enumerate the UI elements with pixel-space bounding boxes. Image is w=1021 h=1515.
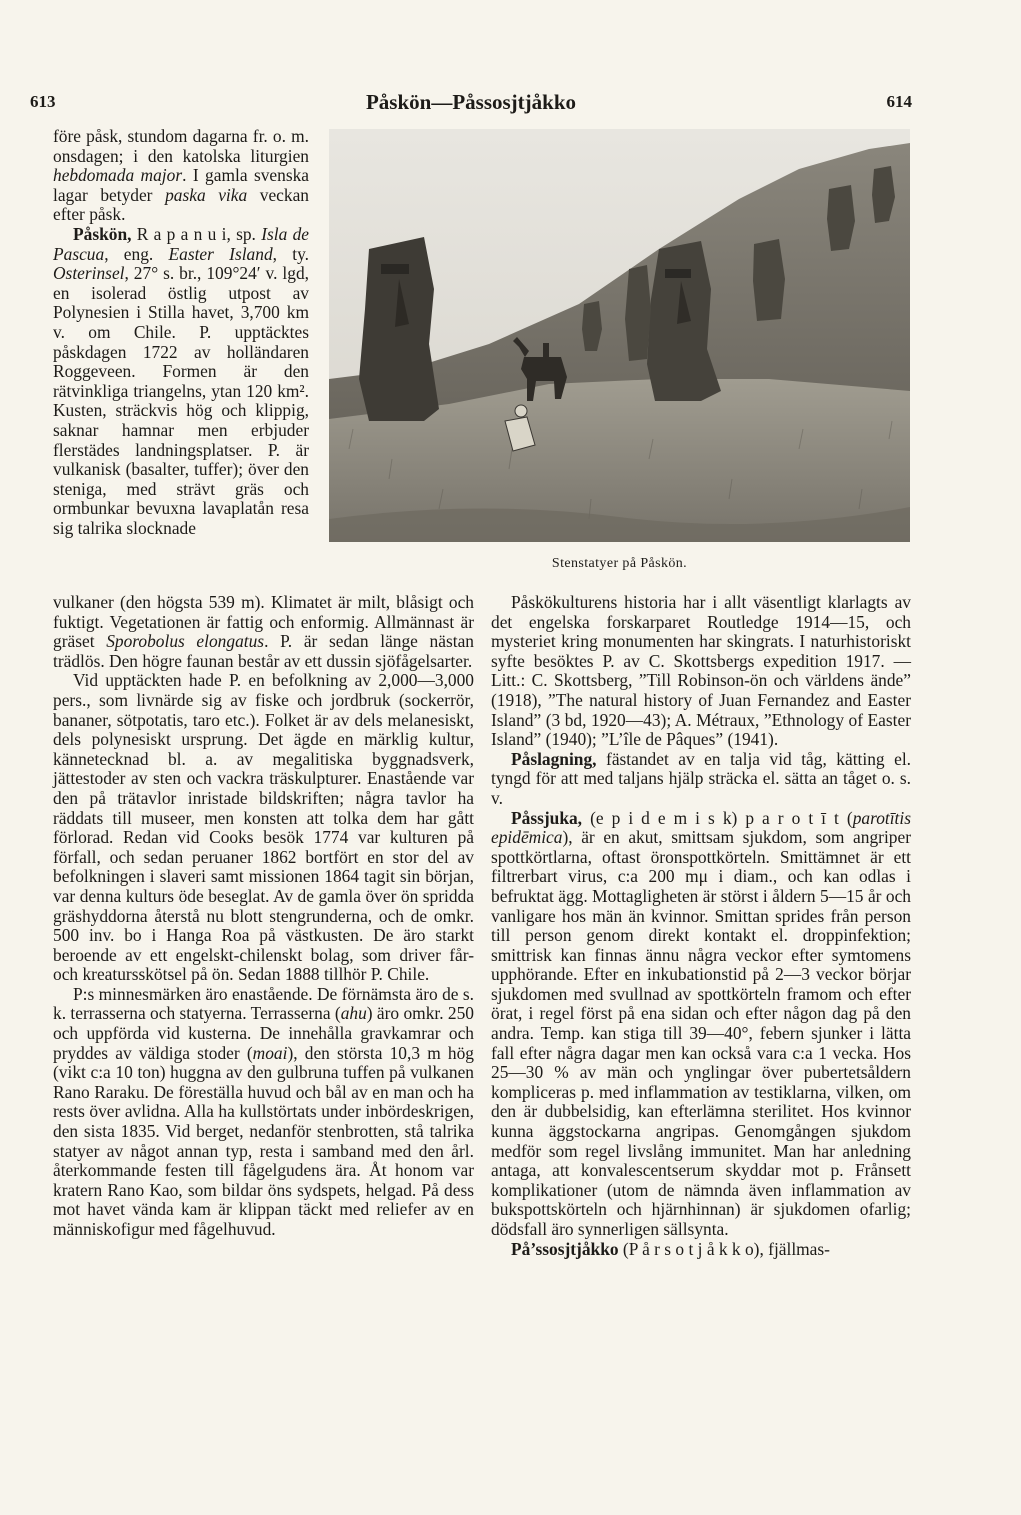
paragraph-population: Vid upptäckten hade P. en befolkning av 2,000—3,000 pers., som livnärde sig av fiske och jordbruk (sockerrör, bananer, sötpotatis, taro etc.). Folket är av dels melanesiskt, dels polynesiskt ursprung. Det ägde en märklig kultur, kännetecknad bl. a. av megalitiska byggnadsverk, jättestoder av sten och vackra träskulpturer. Enastående var den på trätavlor inristade bildskriften; några tavlor ha räddats till museer, men konsten att tolka dem har gått förlorad. Redan vid Cooks besök 1774 var kulturen på förfall, och sedan peruaner 1862 bortfört en stor del av befolkningen i slaveri samt missionen 1864 tagit sin början, var denna kulturs öde beseglat. Av de gamla över ön spridda gräshyddorna återstå nu blott stengrunderna, och de omkr. 500 inv. bo i Hanga Roa på västkusten. De äro starkt beroende av ett engelskt-chilenskt bolag, som driver får- och kreatursskötsel på ön. Sedan 1888 tillhör P. Chile. [53,670,474,985]
paragraph-climate: vulkaner (den högsta 539 m). Klimatet är milt, blåsigt och fuktigt. Vegetationen är fattig och enformig. Allmännast är gräset Sporobolus elongatus. P. är sedan länge nästan trädlös. Den högre faunan består av ett dussin sjöfågelsarter. [53,592,474,671]
paragraph-history: Påskökulturens historia har i allt väsentligt klarlagts av det engelska forskarparet Routledge 1914—15, och mysteriet kring monumenten har skingrats. I naturhistoriskt syfte besöktes P. av C. Skottsbergs expedition 1917. — Litt.: C. Skottsberg, ”Till Robinson-ön och världens ände” (1918), ”The natural history of Juan Fernandez and Easter Island” (3 bd, 1920—43); A. Métraux, ”Ethnology of Easter Island” (1940); ”L’île de Pâques” (1941). [491,592,911,750]
easter-island-statues-photo [329,129,910,542]
photo-caption: Stenstatyer på Påskön. [551,556,688,571]
entry-paslagning: Påslagning, fästandet av en talja vid tåg, kätting el. tyngd för att med taljans hjälp sträcka el. sätta an tåget o. s. v. [491,748,911,808]
entry-headword: På’ssosjtjåkko [511,1238,619,1259]
entry-headword: Påslagning, [511,748,597,769]
moai-statue-left [359,237,439,421]
page-header [30,92,912,118]
entry-passosjtjakko: På’ssosjtjåkko (P å r s o t j å k k o), fjällmas- [511,1238,830,1259]
paragraph-pask-continued: före påsk, stundom dagarna fr. o. m. onsdagen; i den katolska liturgien hebdomada major. I gamla svenska lagar betyder paska vika veckan efter påsk. [53,126,310,225]
entry-headword: Påssjuka, [511,807,583,828]
left-column-bottom [53,593,474,1240]
paragraph-monuments: P:s minnesmärken äro enastående. De förnämsta äro de s. k. terrasserna och statyerna. Terrasserna (ahu) äro omkr. 250 och uppförda vid kusterna. De innehålla gravkamrar och pryddes av väldiga stoder (moai), den största 10,3 m hög (vikt c:a 10 ton) huggna av den gulbruna tuffen på vulkanen Rano Raraku. De föreställa huvud och bål av en man och ha rests över avlidna. Alla ha kullstörtats under inbördeskrigen, den sista 1835. Vid berget, nedanför stenbrotten, stå talrika statyer av något annan typ, resta i samband med den årl. återkommande festen till fågelgudens ära. Åt honom var kratern Rano Kao, som bildar öns sydspets, helgad. På dess mot havet vända kam är klippan täckt med reliefer av en människofigur med fågelhuvud. [53,983,475,1239]
left-column-top [53,127,309,538]
entry-headword: Påskön, [73,223,132,244]
right-column [491,593,911,1259]
page-number-left: 613 [30,92,56,111]
entry-paskon: Påskön, R a p a n u i, sp. Isla de Pascua, eng. Easter Island, ty. Osterinsel, 27° s. br., 109°24′ v. lgd, en isolerad östlig utpost av Polynesien i Stilla havet, 3,700 km v. om Chile. P. upptäcktes påskdagen 1722 av holländaren Roggeveen. Formen är den rätvinkliga triangelns, ytan 120 km². Kusten, sträckvis hög och klippig, saknar hamnar men erbjuder flerstädes landningsplatser. P. är vulkanisk (basalter, tuffer); över den steniga, med strävt gräs och ormbunkar bevuxna lavaplatån resa sig talrika slocknade [53,223,309,538]
page-number-right: 614 [886,92,912,111]
entry-passjuka: Påssjuka, (e p i d e m i s k) p a r o t ī t (parotītis epidēmica), är en akut, smittsam sjukdom, som angriper spottkörtlarna, oftast öronspottkörteln. Smittämnet är ett filtrerbart virus, c:a 200 mμ i diam., och kan odlas i befruktat ägg. Mottagligheten är störst i åldern 5—15 år och vanligare hos män än kvinnor. Smittan sprides från person till person genom direkt kontakt el. droppinfektion; smittrisk kan finnas ännu några veckor efter symtomens upphörande. Efter en inkubationstid på 2—3 veckor börjar sjukdomen med svullnad av spottkörteln framom och efter örat, i regel först på ena sidan och efter någon dag på den andra. Temp. kan stiga till 39—40°, febern sjunker i lätta fall efter några dagar men kan också vara c:a 1 vecka. Hos 25—30 % av män och ynglingar över pubertetsåldern kompliceras p. med inflammation av testiklarna, vilken, om den är dubbelsidig, kan efterlämna sterilitet. Hos kvinnor kunna äggstockarna angripas. Genomgången sjukdom medför som regel livslång immunitet. Man har anledning antaga, att konvalescentserum skyddar mot p. Frånsett komplikationer (utom de nämnda även inflammation av bukspottskörteln och hjärnhinnan) är sjukdomen ofarlig; dödsfall äro synnerligen sällsynta. [491,807,911,1239]
running-title: Påskön—Påssosjtjåkko [365,90,577,114]
